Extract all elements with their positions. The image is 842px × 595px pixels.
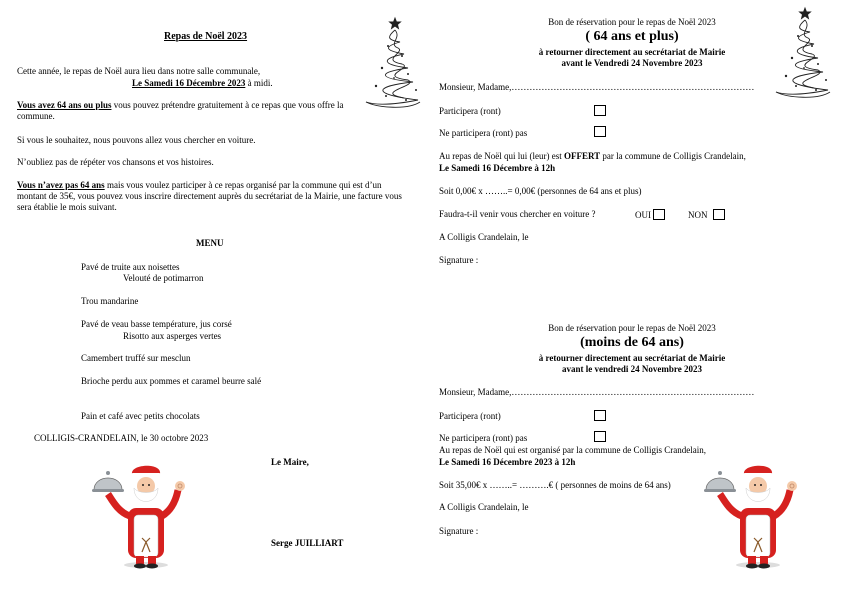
form2-price: Soit 35,00€ x ……..= ……….€ ( personnes de moins de 64 ans) <box>439 480 671 490</box>
form2-age: (moins de 64 ans) <box>580 335 684 350</box>
form1-no-checkbox[interactable] <box>713 209 725 220</box>
form1-participate-label: Participera (ront) <box>439 106 501 116</box>
paragraph-songs: N’oubliez pas de répéter vos chansons et vos histoires. <box>17 157 214 167</box>
mayor-name: Serge JUILLIART <box>271 538 344 548</box>
form1-participate-checkbox[interactable] <box>594 105 606 116</box>
form1-return: à retourner directement au secrétariat de Mairie <box>538 47 726 57</box>
form1-place: A Colligis Crandelain, le <box>439 232 529 242</box>
form2-not-participate-label: Ne participera (ront) pas <box>439 433 528 443</box>
mayor-title: Le Maire, <box>271 457 309 467</box>
form2-salutation: Monsieur, Madame,……………………………………………………………………… <box>439 387 755 397</box>
menu-item: Risotto aux asperges vertes <box>123 331 222 341</box>
form1-car-question: Faudra-t-il venir vous chercher en voiture ? <box>439 209 596 219</box>
form1-date: Le Samedi 16 Décembre à 12h <box>439 163 556 173</box>
form1-deadline: avant le Vendredi 24 Novembre 2023 <box>561 58 703 68</box>
paragraph-under-64-lead: Vous n’avez pas 64 ans <box>17 180 105 190</box>
page-title: Repas de Noël 2023 <box>164 31 248 42</box>
event-date: Le Samedi 16 Décembre 2023 <box>132 78 246 88</box>
form2-return: à retourner directement au secrétariat de Mairie <box>538 353 726 363</box>
form1-offer-line <box>439 151 746 162</box>
menu-item: Trou mandarine <box>81 296 139 306</box>
form1-no-option <box>688 209 725 221</box>
form1-signature: Signature : <box>439 255 479 265</box>
form2-date: Le Samedi 16 Décembre 2023 à 12h <box>439 457 576 467</box>
form1-yes-label: OUI <box>635 210 651 220</box>
form2-participate-checkbox[interactable] <box>594 410 606 421</box>
event-time: à midi. <box>245 78 273 88</box>
santa-chef-icon <box>704 460 812 570</box>
menu-title: MENU <box>196 238 224 248</box>
form2-header: Bon de réservation pour le repas de Noël 2023 <box>548 323 716 333</box>
paragraph-64-plus-lead: Vous avez 64 ans ou plus <box>17 100 112 110</box>
paragraph-64-plus-body: vous pouvez prétendre gratuitement à ce repas que vous offre la commune. <box>17 100 344 121</box>
paragraph-car: Si vous le souhaitez, nous pouvons allez vous chercher en voiture. <box>17 135 256 145</box>
form2-deadline: avant le vendredi 24 Novembre 2023 <box>562 364 702 374</box>
form1-offer-pre: Au repas de Noël qui lui (leur) est <box>439 151 564 161</box>
christmas-tree-icon <box>768 6 838 102</box>
form1-price: Soit 0,00€ x ……..= 0,00€ (personnes de 64 ans et plus) <box>439 186 642 196</box>
christmas-tree-icon <box>358 16 428 112</box>
intro-line: Cette année, le repas de Noël aura lieu dans notre salle communale, <box>17 66 261 76</box>
form2-place: A Colligis Crandelain, le <box>439 502 529 512</box>
intro-date-line <box>132 78 273 89</box>
paragraph-under-64-body: mais vous voulez participer à ce repas organisé par la commune qui est d’un montant de 35€, vous pouvez vous inscrire directement auprès du secrétariat de la Mairie, une facture vous sera établie le mois suivant. <box>17 180 402 212</box>
form2-signature: Signature : <box>439 526 479 536</box>
form1-header: Bon de réservation pour le repas de Noël 2023 <box>548 17 716 27</box>
form1-not-participate-label: Ne participera (ront) pas <box>439 128 528 138</box>
menu-item: Pavé de veau basse température, jus corsé <box>81 319 232 329</box>
form1-offer-post: par la commune de Colligis Crandelain, <box>600 151 746 161</box>
form1-yes-checkbox[interactable] <box>653 209 665 220</box>
form1-not-participate-checkbox[interactable] <box>594 126 606 137</box>
form2-not-participate-checkbox[interactable] <box>594 431 606 442</box>
form1-offer-bold: OFFERT <box>563 151 601 161</box>
paragraph-under-64 <box>17 180 409 212</box>
form1-no-label: NON <box>688 210 708 220</box>
form2-participate-label: Participera (ront) <box>439 411 501 421</box>
menu-item: Brioche perdu aux pommes et caramel beurre salé <box>81 376 262 386</box>
menu-item: Pain et café avec petits chocolats <box>81 411 200 421</box>
paragraph-64-plus <box>17 100 357 122</box>
menu-item: Pavé de truite aux noisettes <box>81 262 180 272</box>
form2-organised: Au repas de Noël qui est organisé par la commune de Colligis Crandelain, <box>439 445 707 455</box>
menu-item: Camembert truffé sur mesclun <box>81 353 191 363</box>
form1-age: ( 64 ans et plus) <box>585 29 679 44</box>
form1-yes-option <box>635 209 665 221</box>
place-date: COLLIGIS-CRANDELAIN, le 30 octobre 2023 <box>34 433 209 443</box>
santa-chef-icon <box>92 460 200 570</box>
menu-item: Velouté de potimarron <box>123 273 204 283</box>
form1-salutation: Monsieur, Madame,……………………………………………………………………… <box>439 82 755 92</box>
